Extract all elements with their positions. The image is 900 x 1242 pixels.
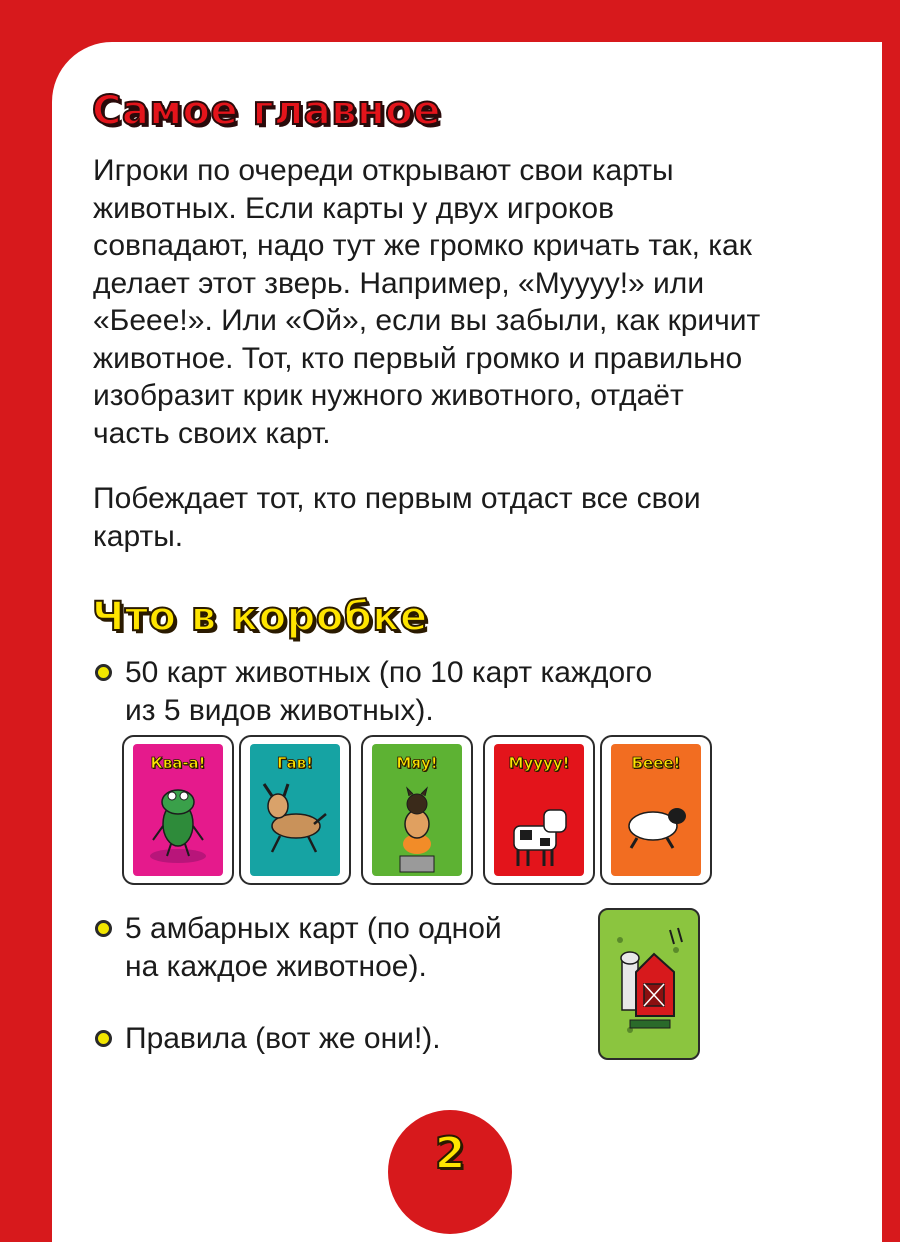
text-line: Игроки по очереди открывают свои карты [93, 154, 674, 187]
card-frog [122, 735, 234, 885]
card-label: Мяу! [396, 754, 438, 772]
card-face [611, 744, 701, 876]
card-sheep [600, 735, 712, 885]
text-line: Правила (вот же они!). [125, 1022, 441, 1055]
text-line: Побеждает тот, кто первым отдаст все свои [93, 482, 701, 515]
heading-box-contents: Что в коробке [92, 594, 428, 640]
text-line: совпадают, надо тут же громко кричать так, как [93, 229, 752, 262]
text-line: 5 амбарных карт (по одной [125, 912, 502, 945]
text-line: изобразит крик нужного животного, отдаёт [93, 379, 684, 412]
text-line: животных. Если карты у двух игроков [93, 191, 615, 225]
text-line: делает этот зверь. Например, «Мyyyy!» или [93, 266, 705, 300]
card-label: Ква-а! [150, 754, 206, 772]
card-face [133, 744, 223, 876]
page-number: 2 [434, 1128, 466, 1179]
card-label: Гав! [276, 754, 313, 772]
paragraph-winner [93, 480, 853, 555]
list-item-barn-cards [95, 910, 502, 985]
card-label: Беее! [631, 754, 681, 772]
card-face [250, 744, 340, 876]
heading-main-rules: Самое главное [92, 88, 441, 134]
text-line: из 5 видов животных). [125, 693, 434, 727]
barn-icon [600, 910, 698, 1058]
text-line: карты. [93, 519, 184, 553]
bullet-dot-icon [95, 920, 112, 937]
list-item-animal-cards [95, 654, 652, 729]
card-cat [361, 735, 473, 885]
card-dog [239, 735, 351, 885]
paragraph-rules [93, 152, 853, 452]
card-face [494, 744, 584, 876]
bullet-dot-icon [95, 664, 112, 681]
barn-card [598, 908, 700, 1060]
text-line: животное. Тот, кто первый громко и правильно [93, 341, 743, 375]
card-cow [483, 735, 595, 885]
bullet-dot-icon [95, 1030, 112, 1047]
text-line: «Беее!». Или «Ой», если вы забыли, как кричит [93, 304, 761, 337]
text-line: на каждое животное). [125, 949, 427, 983]
card-face [372, 744, 462, 876]
card-label: Мyyyy! [508, 754, 570, 772]
animal-cards-row [122, 735, 702, 885]
list-item-rules [95, 1020, 441, 1058]
text-line: 50 карт животных (по 10 карт каждого [125, 656, 653, 689]
text-line: часть своих карт. [93, 416, 331, 450]
